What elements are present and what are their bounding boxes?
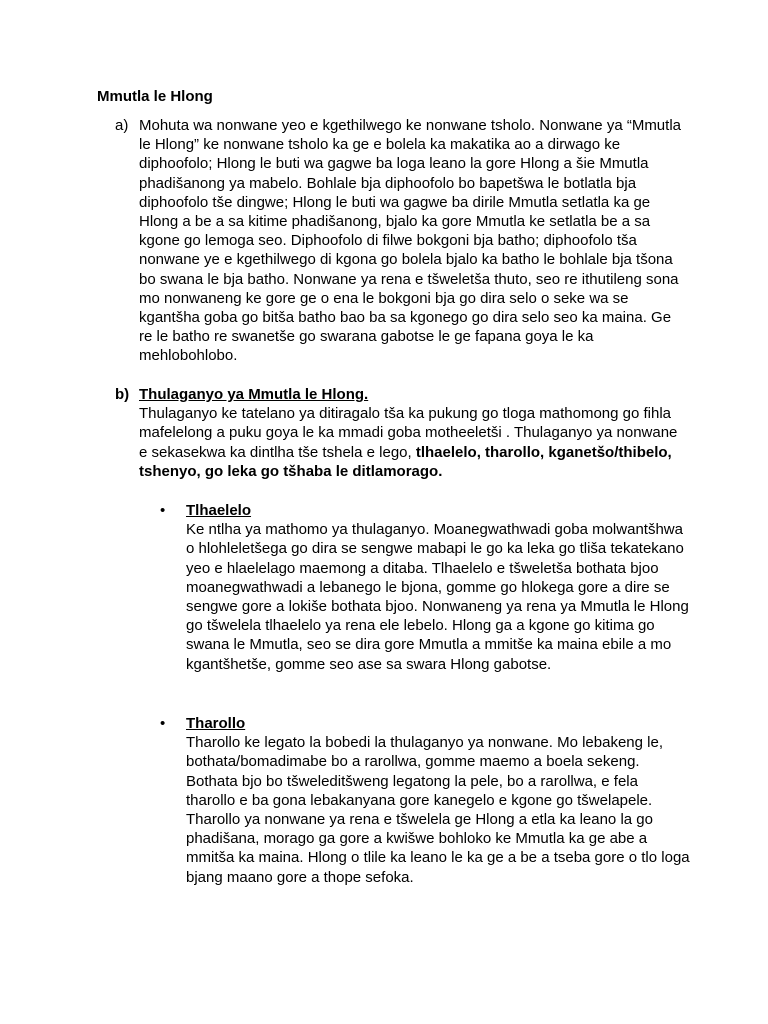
bullet-heading: Tlhaelelo	[186, 502, 252, 519]
section-b-body	[139, 385, 685, 481]
section-b-text-bold: tlhaelelo, tharollo, kganetšo/thibelo, tshenyo, go leka go tšhaba le ditlamorago	[139, 443, 672, 480]
bullet-text: Ke ntlha ya mathomo ya thulaganyo. Moanegwathwadi goba molwantšhwa o hlohleletšega go dira se sengwe mabapi le go ka leka go tliša tekatekano yeo e hlaelelago maemong a ditaba. Tlhaelelo e tšweletša bothata bjoo moanegwathwadi a lebanego le bjona, gomme go hlokega gore a dire se sengwe gore a lokiše bothata bjoo. Nonwaneng ya rena ya Mmutla le Hlong go tšwelela tlhaelelo ya rena ele lebelo. Hlong ga a kgone go kitima go swana le Mmutla, seo se dira gore Mmutla a mmitše ka maina ebile a mo kgantšhetše, gomme seo ase sa swara Hlong gabotse.	[186, 521, 689, 673]
bullet-text: Tharollo ke legato la bobedi la thulaganyo ya nonwane. Mo lebakeng le, bothata/bomadimabe bo a rarollwa, gomme maemo a boela sekeng. Bothata bjo bo tšweleditšweng legatong la pele, bo a rarollwa, e fela tharollo e ba gona lebakanyana gore kanegelo e kgone go tšwelapele. Tharollo ya nonwane ya rena e tšwelela ge Hlong a etla ka leano la go phadišana, morago ga gore a kwišwe bohloko ke Mmutla ka ge abe a mmitša ka maina. Hlong o tlile ka leano le ka ge a be a tseba gore o tlo loga bjang maano gore a thope sefoka.	[186, 734, 690, 886]
section-b-heading: Thulaganyo ya Mmutla le Hlong.	[139, 386, 369, 403]
section-a-text: Mohuta wa nonwane yeo e kgethilwego ke nonwane tsholo. Nonwane ya “Mmutla le Hlong” ke nonwane tsholo ka ge e bolela ka makatika ao a dirwago ke diphoofolo; Hlong le buti wa gagwe ba loga leano la gore Hlong a šie Mmutla phadišanong ya mabelo. Bohlale bja diphoofolo bo bapetšwa le botlatla bja diphoofolo tše dingwe; Hlong le buti wa gagwe ba dirile Mmutla setlatla ka ge Hlong a be a sa kitime phadišanong, bjalo ka gore Mmutla ke setlatla be a sa kgone go lemoga seo. Diphoofolo di filwe bokgoni bja batho; diphoofolo tša nonwane ye e kgethilwego di kgona go bolela bjalo ka batho le bohlale bja tšona bo swana le bja batho. Nonwane ya rena e tšweletša thuto, seo re ithutileng sona mo nonwaneng ke gore ge o ena le bokgoni bja go dira selo o seke wa se kgantšha goba go bitša batho bao ba sa kgonego go dira selo seo ka maina. Ge re le batho re swanetše go swarana gabotse le ge fapana goya le ka mehlobohlobo.	[139, 117, 681, 365]
document-title: Mmutla le Hlong	[97, 88, 213, 105]
bullet-body	[186, 501, 690, 674]
bullet-item-tharollo	[160, 714, 690, 887]
bullet-dot: •	[160, 715, 166, 732]
list-marker-b: b)	[115, 386, 130, 403]
bullet-body	[186, 714, 690, 887]
section-b-text-end: .	[438, 462, 443, 480]
section-b-paragraph	[139, 404, 685, 481]
section-a	[115, 116, 685, 366]
list-marker-a: a)	[115, 117, 129, 134]
bullet-heading: Tharollo	[186, 715, 246, 732]
bullet-item-tlhaelelo	[160, 501, 690, 674]
bullet-dot: •	[160, 502, 166, 519]
section-b	[115, 385, 685, 481]
section-b-text: Thulaganyo ke tatelano ya ditiragalo tša ka pukung go tloga mathomong go fihla mafelelong a puku goya le ka mmadi goba motheeletši . Thulaganyo ya nonwane e sekasekwa ka dintlha tše tshela e lego,	[139, 405, 678, 461]
